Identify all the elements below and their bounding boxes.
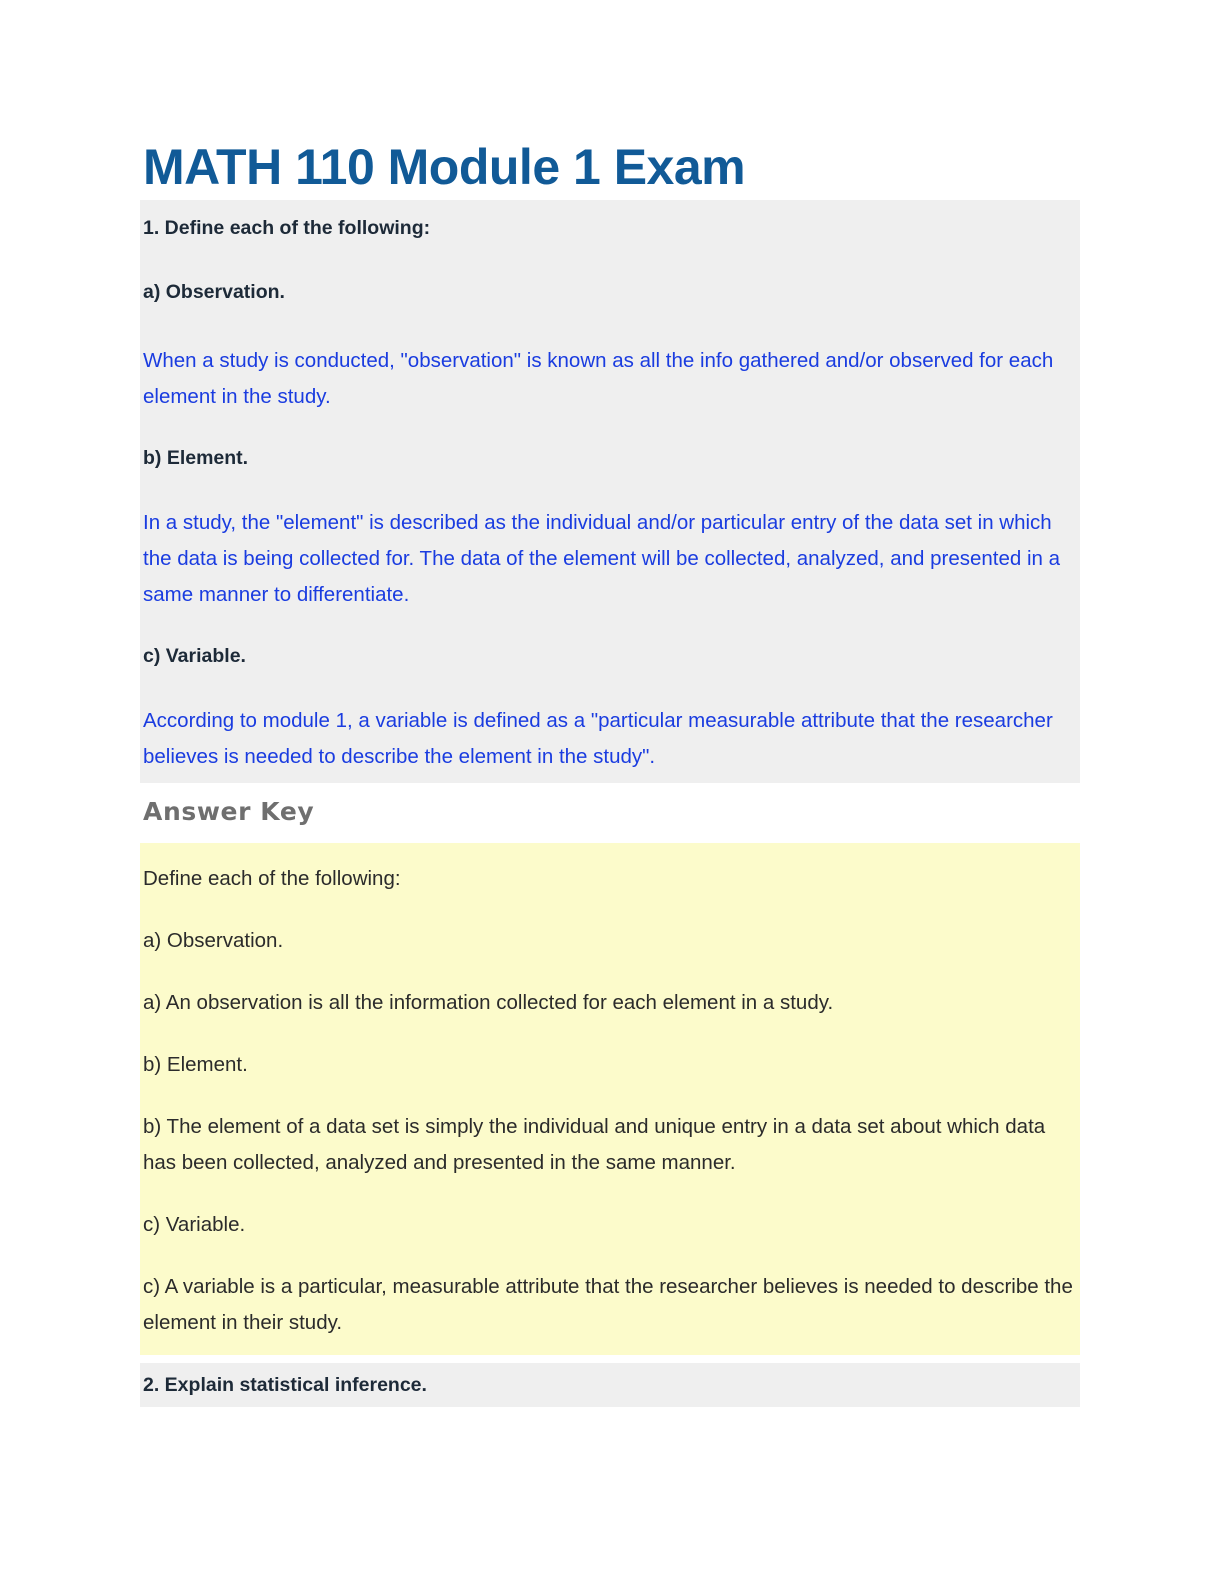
question-1a-prompt: a) Observation. (143, 281, 285, 303)
answer-key-a-answer: a) An observation is all the information collected for each element in a study. (143, 991, 834, 1014)
question-1b-answer: In a study, the "element" is described as the individual and/or particular entry of the data set in which the data is being collected for. The data of the element will be collected, analyzed, and presented in a same manner to differentiate. (143, 511, 1061, 606)
answer-key-a-prompt: a) Observation. (143, 929, 284, 952)
answer-key-b-answer: b) The element of a data set is simply the individual and unique entry in a data set about which data has been collected, analyzed and presented in the same manner. (143, 1115, 1046, 1174)
question-1b-prompt: b) Element. (143, 447, 249, 469)
question-2-heading: 2. Explain statistical inference. (143, 1374, 427, 1396)
question-2-block (140, 1363, 1080, 1407)
answer-key-c-answer: c) A variable is a particular, measurable attribute that the researcher believes is needed to describe the element in their study. (143, 1275, 1073, 1334)
answer-key-c-prompt: c) Variable. (143, 1213, 246, 1236)
question-1-block (140, 200, 1080, 783)
question-1-heading: 1. Define each of the following: (143, 217, 431, 239)
page-title: MATH 110 Module 1 Exam (143, 139, 746, 195)
answer-key-intro: Define each of the following: (143, 867, 401, 890)
answer-key-b-prompt: b) Element. (143, 1053, 248, 1076)
question-1c-answer: According to module 1, a variable is defined as a "particular measurable attribute that the researcher believes is needed to describe the element in the study". (143, 709, 1053, 768)
question-1a-answer: When a study is conducted, "observation" is known as all the info gathered and/or observed for each element in the study. (143, 349, 1054, 408)
question-1c-prompt: c) Variable. (143, 645, 246, 667)
answer-key-block (140, 843, 1080, 1355)
answer-key-heading: Answer Key (143, 797, 315, 826)
